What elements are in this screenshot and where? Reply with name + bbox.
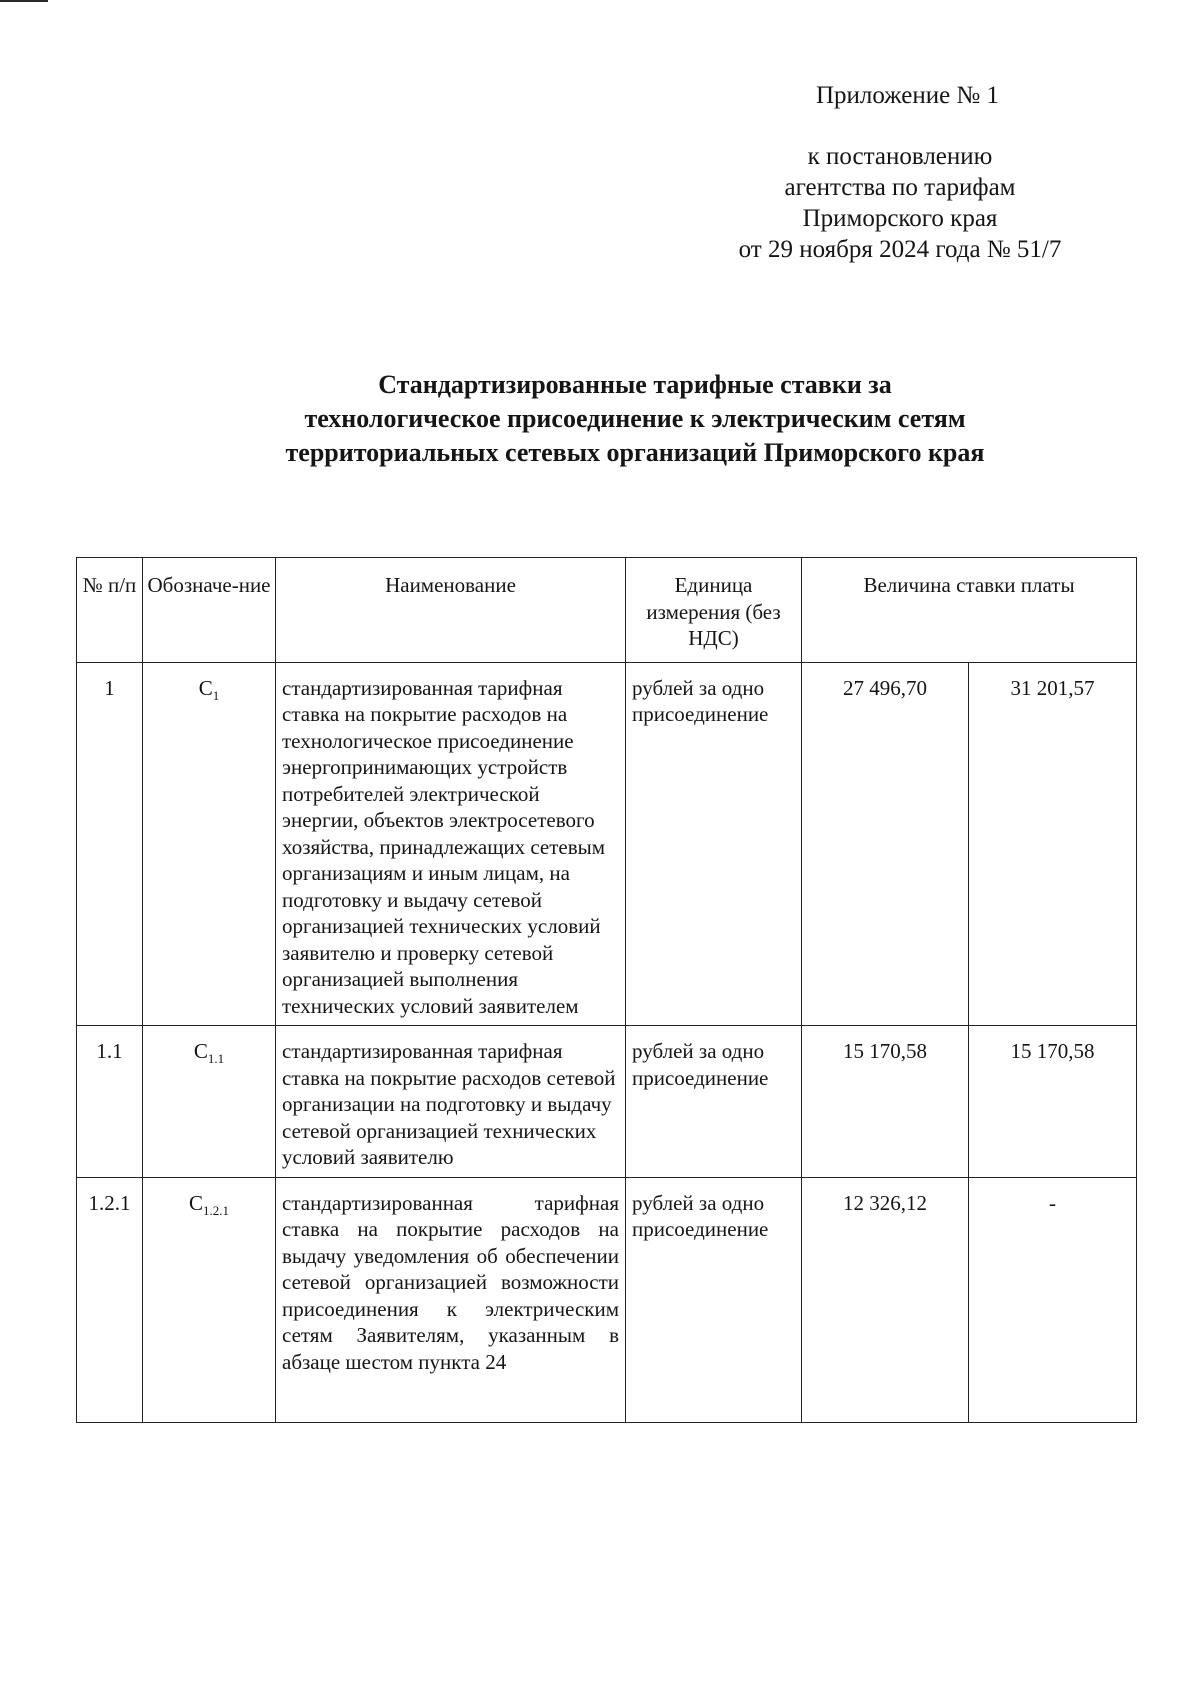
row-unit: рублей за одно присоединение	[626, 1026, 802, 1178]
header-num: № п/п	[77, 558, 143, 663]
header-unit: Единица измерения (без НДС)	[626, 558, 802, 663]
document-title-line-1: Стандартизированные тарифные ставки за	[378, 370, 892, 399]
table-header-row	[77, 558, 1137, 663]
row-value-1: 27 496,70	[802, 662, 969, 1026]
row-code	[143, 1026, 276, 1178]
document-title-line-2: технологическое присоединение к электрическим сетям	[304, 404, 966, 433]
appendix-reference	[730, 141, 1070, 265]
row-code	[143, 662, 276, 1026]
row-code-subscript: 1	[212, 687, 220, 703]
row-num: 1.1	[77, 1026, 143, 1178]
row-name: стандартизированная тарифная ставка на покрытие расходов на выдачу уведомления об обеспечении сетевой организацией возможности присоединения к электрическим сетям Заявителям, указанным в абзаце шестом пункта 24	[282, 1190, 619, 1374]
table-row	[77, 1177, 1137, 1422]
row-value-1: 12 326,12	[802, 1177, 969, 1422]
header-name: Наименование	[276, 558, 626, 663]
row-value-1: 15 170,58	[802, 1026, 969, 1178]
appendix-line-1: к постановлению	[807, 143, 993, 170]
row-name-cell	[276, 1177, 626, 1422]
appendix-header	[730, 80, 1130, 265]
row-unit: рублей за одно присоединение	[626, 1177, 802, 1422]
row-name: стандартизированная тарифная ставка на покрытие расходов сетевой организации на подготовку и выдачу сетевой организацией технических условий заявителю	[276, 1026, 626, 1178]
row-name: стандартизированная тарифная ставка на покрытие расходов на технологическое присоединение энергопринимающих устройств потребителей электрической энергии, объектов электросетевого хозяйства, принадлежащих сетевым организациям и иным лицам, на подготовку и выдачу сетевой организацией технических условий заявителю и проверку сетевой организацией выполнения технических условий заявителем	[276, 662, 626, 1026]
row-code-base: C	[193, 1039, 208, 1063]
rates-table	[76, 557, 1137, 1423]
row-unit: рублей за одно присоединение	[626, 662, 802, 1026]
row-value-2: 31 201,57	[969, 662, 1137, 1026]
row-code-subscript: 1.2.1	[203, 1202, 229, 1218]
row-code-subscript: 1.1	[207, 1051, 225, 1067]
appendix-title: Приложение № 1	[816, 82, 1000, 109]
row-num: 1	[77, 662, 143, 1026]
appendix-line-4: от 29 ноября 2024 года № 51/7	[738, 236, 1062, 263]
table-row	[77, 1026, 1137, 1178]
table-row	[77, 662, 1137, 1026]
row-code-base: C	[188, 1190, 203, 1215]
row-code	[143, 1177, 276, 1422]
appendix-line-2: агентства по тарифам	[784, 174, 1016, 201]
header-value: Величина ставки платы	[802, 558, 1137, 663]
row-value-2: 15 170,58	[969, 1026, 1137, 1178]
row-code-base: C	[198, 675, 213, 700]
appendix-line-3: Приморского края	[802, 205, 998, 232]
row-value-2: -	[969, 1177, 1137, 1422]
row-num: 1.2.1	[77, 1177, 143, 1422]
header-code: Обозначе-ние	[143, 558, 276, 663]
document-title-line-3: территориальных сетевых организаций Приморского края	[285, 438, 985, 467]
document-title	[100, 368, 1170, 470]
scan-edge-mark	[0, 0, 48, 2]
